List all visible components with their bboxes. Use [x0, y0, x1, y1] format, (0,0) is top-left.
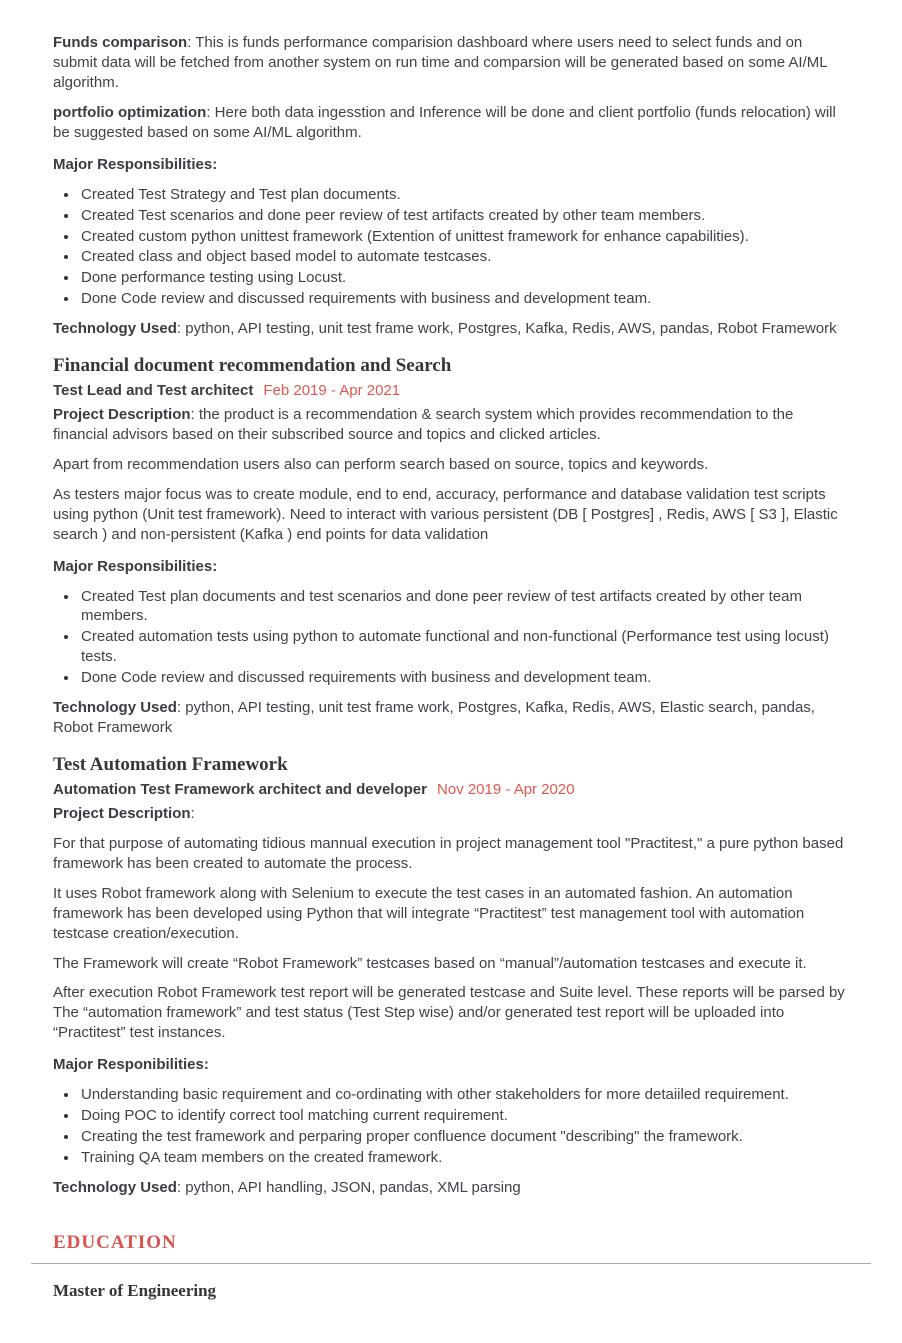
responsibilities-heading: Major Responibilities:	[53, 1056, 209, 1074]
degree-title: Master of Engineering	[53, 1281, 217, 1301]
list-item: • Created Test Strategy and Test plan documents.	[79, 185, 849, 205]
funds-comparison-paragraph	[53, 33, 849, 93]
section-divider	[31, 1263, 871, 1264]
role-title: Automation Test Framework architect and developer	[53, 780, 427, 798]
list-item: • Created automation tests using python to automate functional and non-functional (Performance test using locust) tests.	[79, 627, 849, 667]
funds-comparison-label: Funds comparison	[53, 34, 188, 51]
role-line	[53, 780, 849, 800]
project-description-text: :	[190, 804, 195, 822]
technology-used-paragraph	[53, 319, 849, 339]
project-paragraph: As testers major focus was to create module, end to end, accuracy, performance and database validation test scripts using python (Unit test framework). Need to interact with various persistent (DB [ Postgres] , Redis, AWS [ S3 ], Elastic search ) and non-persistent (Kafka ) end points for data validation	[53, 485, 838, 543]
experience-details-section	[53, 33, 849, 339]
list-item: • Created custom python unittest framework (Extention of unittest framework for enhance capabilities).	[79, 227, 849, 247]
list-item: • Created Test scenarios and done peer review of test artifacts created by other team members.	[79, 206, 849, 226]
portfolio-optimization-label: portfolio optimization	[53, 103, 207, 121]
education-heading: EDUCATION	[53, 1231, 177, 1253]
list-item: • Done Code review and discussed requirements with business and development team.	[79, 289, 849, 309]
technology-used-label: Technology Used	[53, 1178, 177, 1196]
technology-used-paragraph	[53, 698, 849, 738]
project-paragraph: The Framework will create “Robot Framework” testcases based on “manual”/automation testcases and execute it.	[53, 954, 807, 972]
project-description-paragraph	[53, 804, 849, 824]
project-description-label: Project Description	[53, 405, 191, 423]
list-item: • Done performance testing using Locust.	[79, 268, 849, 288]
responsibilities-list	[53, 1085, 849, 1168]
date-range: Feb 2019 - Apr 2021	[263, 382, 401, 400]
project-description-label: Project Description	[53, 804, 191, 822]
project-description-paragraph	[53, 405, 849, 445]
list-item: • Created class and object based model to automate testcases.	[79, 247, 849, 267]
portfolio-optimization-text: : Here both data ingesstion and Inference will be done and client portfolio (funds relocation) will be suggested based on some AI/ML algorithm.	[53, 103, 836, 141]
portfolio-optimization-paragraph	[53, 103, 849, 143]
date-range: Nov 2019 - Apr 2020	[436, 780, 575, 798]
technology-used-text: : python, API testing, unit test frame work, Postgres, Kafka, Redis, AWS, pandas, Robot Framework	[176, 320, 837, 338]
project-paragraph: After execution Robot Framework test report will be generated testcase and Suite level. These reports will be parsed by The “automation framework” and test status (Test Step wise) and/or generated test report will be uploaded into “Practitest” test instances.	[53, 984, 845, 1042]
technology-used-text: : python, API testing, unit test frame work, Postgres, Kafka, Redis, AWS, Elastic search, pandas, Robot Framework	[53, 699, 815, 737]
project-paragraph: It uses Robot framework along with Selenium to execute the test cases in an automated fashion. An automation framework has been developed using Python that will integrate “Practitest” test management tool with automation testcase creation/execution.	[53, 884, 805, 942]
list-item: • Done Code review and discussed requirements with business and development team.	[79, 668, 849, 688]
role-line	[53, 381, 849, 401]
role-title: Test Lead and Test architect	[53, 382, 254, 400]
responsibilities-list	[53, 587, 849, 689]
project-automation-section	[53, 754, 849, 1198]
list-item: • Created Test plan documents and test scenarios and done peer review of test artifacts created by other team members.	[79, 587, 849, 627]
list-item: • Doing POC to identify correct tool matching current requirement.	[79, 1106, 849, 1126]
project-title: Financial document recommendation and Search	[53, 355, 452, 377]
technology-used-paragraph	[53, 1178, 849, 1198]
technology-used-text: : python, API handling, JSON, pandas, XML parsing	[176, 1178, 521, 1196]
list-item: • Creating the test framework and perparing proper confluence document "describing" the framework.	[79, 1127, 849, 1147]
responsibilities-heading: Major Responsibilities:	[53, 557, 218, 575]
project-title: Test Automation Framework	[53, 754, 288, 776]
responsibilities-list	[53, 185, 849, 310]
responsibilities-heading: Major Responsibilities:	[53, 155, 218, 173]
project-financial-section	[53, 355, 849, 738]
project-paragraph: For that purpose of automating tidious mannual execution in project management tool "Practitest," a pure python based framework has been created to automate the process.	[53, 834, 844, 872]
project-description-text: : the product is a recommendation & search system which provides recommendation to the financial advisors based on their subscribed source and topics and clicked articles.	[53, 405, 794, 443]
project-paragraph: Apart from recommendation users also can perform search based on source, topics and keywords.	[53, 455, 709, 473]
technology-used-label: Technology Used	[53, 699, 177, 717]
list-item: • Training QA team members on the created framework.	[79, 1148, 849, 1168]
funds-comparison-text: : This is funds performance comparision dashboard where users need to select funds and on submit data will be fetched from another system on run time and comparsion will be generated based on some AI/ML algorithm.	[53, 34, 828, 91]
list-item: • Understanding basic requirement and co-ordinating with other stakeholders for more detaiiled requirement.	[79, 1085, 849, 1105]
education-section	[53, 1230, 849, 1303]
technology-used-label: Technology Used	[53, 320, 177, 338]
